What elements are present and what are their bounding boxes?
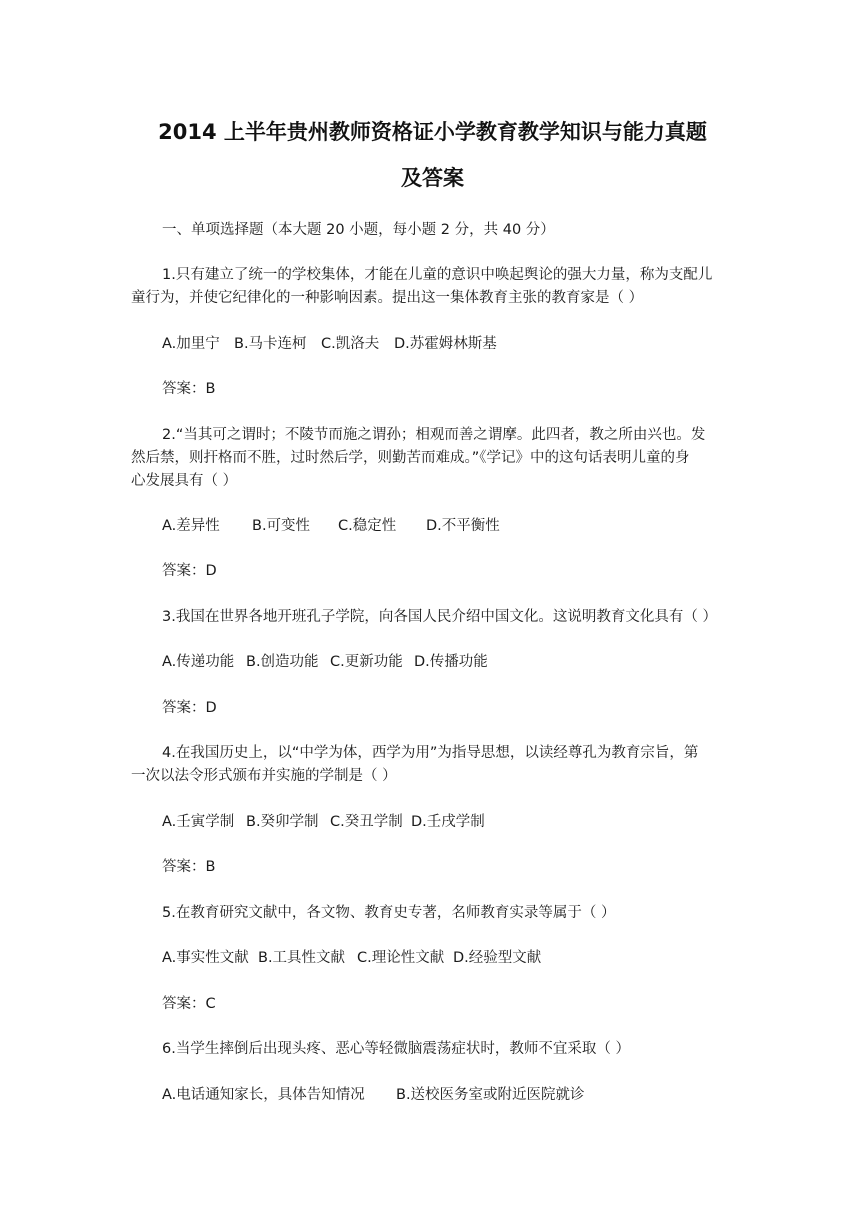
question-4-line1: 4.在我国历史上，以“中学为体，西学为用”为指导思想，以读经尊孔为教育宗旨，第 <box>162 745 699 761</box>
option-a: A.壬寅学制 <box>162 814 235 830</box>
option-a: A.加里宁 <box>162 336 220 352</box>
question-2-line1: 2.“当其可之谓时；不陵节而施之谓孙；相观而善之谓摩。此四者，教之所由兴也。发 <box>162 427 706 443</box>
option-d: D.不平衡性 <box>426 518 500 534</box>
question-4-line2: 一次以法令形式颁布并实施的学制是（ ） <box>131 768 397 784</box>
question-1-answer: 答案：B <box>162 381 216 397</box>
option-d: D.传播功能 <box>414 654 488 670</box>
option-c: C.癸丑学制 <box>330 814 403 830</box>
option-c: C.更新功能 <box>330 654 403 670</box>
option-a: A.电话通知家长，具体告知情况 <box>162 1087 365 1103</box>
option-d: D.经验型文献 <box>453 950 542 966</box>
question-4-answer: 答案：B <box>162 859 216 875</box>
question-5-line1: 5.在教育研究文献中，各文物、教育史专著，名师教育实录等属于（ ） <box>162 905 616 921</box>
option-b: B.创造功能 <box>246 654 319 670</box>
question-3-answer: 答案：D <box>162 700 217 716</box>
question-3-line1: 3.我国在世界各地开班孔子学院，向各国人民介绍中国文化。这说明教育文化具有（ ） <box>162 609 717 625</box>
option-a: A.事实性文献 <box>162 950 249 966</box>
option-b: B.可变性 <box>252 518 311 534</box>
option-c: C.凯洛夫 <box>321 336 380 352</box>
option-a: A.差异性 <box>162 518 220 534</box>
option-c: C.稳定性 <box>338 518 397 534</box>
question-2-line2: 然后禁，则扞格而不胜，过时然后学，则勤苦而难成。”《学记》中的这句话表明儿童的身 <box>131 450 690 466</box>
question-5-answer: 答案：C <box>162 996 216 1012</box>
question-2-answer: 答案：D <box>162 563 217 579</box>
question-6-line1: 6.当学生摔倒后出现头疼、恶心等轻微脑震荡症状时，教师不宜采取（ ） <box>162 1041 630 1057</box>
question-2-line3: 心发展具有（ ） <box>131 473 238 489</box>
section-heading: 一、单项选择题（本大题 20 小题，每小题 2 分，共 40 分） <box>162 222 555 238</box>
option-b: B.工具性文献 <box>258 950 346 966</box>
option-c: C.理论性文献 <box>357 950 445 966</box>
question-1-line1: 1.只有建立了统一的学校集体，才能在儿童的意识中唤起舆论的强大力量，称为支配儿 <box>162 267 713 283</box>
option-b: B.送校医务室或附近医院就诊 <box>396 1087 585 1103</box>
option-d: D.苏霍姆林斯基 <box>394 336 497 352</box>
option-b: B.马卡连柯 <box>234 336 307 352</box>
document-title-line2: 及答案 <box>401 166 464 190</box>
option-d: D.壬戌学制 <box>411 814 485 830</box>
option-a: A.传递功能 <box>162 654 235 670</box>
question-1-line2: 童行为，并使它纪律化的一种影响因素。提出这一集体教育主张的教育家是（ ） <box>131 290 644 306</box>
option-b: B.癸卯学制 <box>246 814 319 830</box>
document-title-line1: 2014 上半年贵州教师资格证小学教育教学知识与能力真题 <box>158 120 707 144</box>
